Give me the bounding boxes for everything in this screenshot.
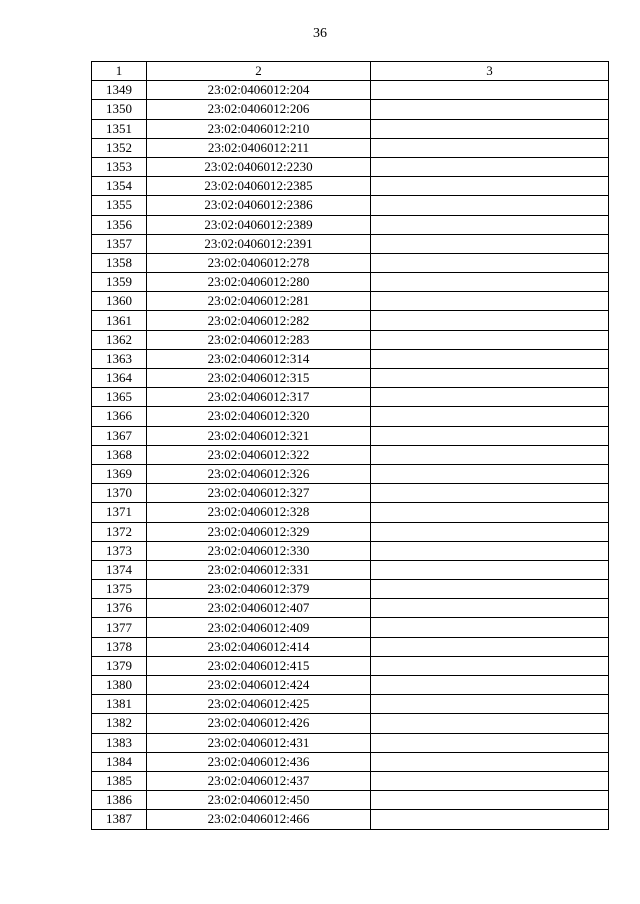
table-row: [92, 618, 609, 637]
cadastral-number-cell: 23:02:0406012:278: [147, 253, 371, 272]
notes-cell: [371, 81, 609, 100]
cadastral-number-cell: 23:02:0406012:329: [147, 522, 371, 541]
cadastral-number-cell: 23:02:0406012:210: [147, 119, 371, 138]
table-row: [92, 752, 609, 771]
page-number: 36: [313, 26, 327, 41]
row-number-cell: 1365: [92, 388, 147, 407]
table-body: [92, 81, 609, 829]
cadastral-number-cell: 23:02:0406012:425: [147, 695, 371, 714]
table-row: [92, 503, 609, 522]
table-row: [92, 215, 609, 234]
table-row: [92, 656, 609, 675]
row-number-cell: 1378: [92, 637, 147, 656]
table-row: [92, 733, 609, 752]
table-row: [92, 771, 609, 790]
notes-cell: [371, 656, 609, 675]
row-number-cell: 1358: [92, 253, 147, 272]
cadastral-number-cell: 23:02:0406012:431: [147, 733, 371, 752]
table-row: [92, 292, 609, 311]
column-header-3: 3: [371, 62, 609, 81]
row-number-cell: 1370: [92, 484, 147, 503]
notes-cell: [371, 695, 609, 714]
cadastral-number-cell: 23:02:0406012:2391: [147, 234, 371, 253]
notes-cell: [371, 560, 609, 579]
notes-cell: [371, 311, 609, 330]
row-number-cell: 1350: [92, 100, 147, 119]
table-row: [92, 522, 609, 541]
cadastral-number-cell: 23:02:0406012:328: [147, 503, 371, 522]
table-row: [92, 234, 609, 253]
table-row: [92, 100, 609, 119]
notes-cell: [371, 637, 609, 656]
notes-cell: [371, 464, 609, 483]
table-row: [92, 407, 609, 426]
cadastral-number-cell: 23:02:0406012:283: [147, 330, 371, 349]
notes-cell: [371, 138, 609, 157]
table-row: [92, 810, 609, 829]
table-row: [92, 714, 609, 733]
table-row: [92, 388, 609, 407]
table-row: [92, 369, 609, 388]
row-number-cell: 1360: [92, 292, 147, 311]
notes-cell: [371, 157, 609, 176]
row-number-cell: 1364: [92, 369, 147, 388]
cadastral-number-cell: 23:02:0406012:415: [147, 656, 371, 675]
notes-cell: [371, 522, 609, 541]
notes-cell: [371, 445, 609, 464]
cadastral-number-cell: 23:02:0406012:330: [147, 541, 371, 560]
notes-cell: [371, 215, 609, 234]
table-row: [92, 560, 609, 579]
row-number-cell: 1371: [92, 503, 147, 522]
table-row: [92, 119, 609, 138]
row-number-cell: 1368: [92, 445, 147, 464]
notes-cell: [371, 733, 609, 752]
row-number-cell: 1373: [92, 541, 147, 560]
row-number-cell: 1354: [92, 177, 147, 196]
table-row: [92, 177, 609, 196]
cadastral-number-cell: 23:02:0406012:211: [147, 138, 371, 157]
cadastral-number-cell: 23:02:0406012:321: [147, 426, 371, 445]
row-number-cell: 1383: [92, 733, 147, 752]
row-number-cell: 1356: [92, 215, 147, 234]
notes-cell: [371, 273, 609, 292]
table-row: [92, 273, 609, 292]
cadastral-number-cell: 23:02:0406012:331: [147, 560, 371, 579]
notes-cell: [371, 407, 609, 426]
cadastral-number-cell: 23:02:0406012:2389: [147, 215, 371, 234]
table-row: [92, 445, 609, 464]
notes-cell: [371, 618, 609, 637]
row-number-cell: 1372: [92, 522, 147, 541]
row-number-cell: 1366: [92, 407, 147, 426]
table-row: [92, 311, 609, 330]
cadastral-number-cell: 23:02:0406012:407: [147, 599, 371, 618]
notes-cell: [371, 580, 609, 599]
notes-cell: [371, 388, 609, 407]
row-number-cell: 1379: [92, 656, 147, 675]
cadastral-number-cell: 23:02:0406012:2385: [147, 177, 371, 196]
row-number-cell: 1375: [92, 580, 147, 599]
row-number-cell: 1351: [92, 119, 147, 138]
notes-cell: [371, 100, 609, 119]
notes-cell: [371, 676, 609, 695]
row-number-cell: 1374: [92, 560, 147, 579]
cadastral-number-cell: 23:02:0406012:436: [147, 752, 371, 771]
row-number-cell: 1380: [92, 676, 147, 695]
cadastral-number-cell: 23:02:0406012:282: [147, 311, 371, 330]
table-row: [92, 157, 609, 176]
notes-cell: [371, 426, 609, 445]
notes-cell: [371, 771, 609, 790]
table-row: [92, 541, 609, 560]
table-row: [92, 196, 609, 215]
row-number-cell: 1357: [92, 234, 147, 253]
cadastral-number-cell: 23:02:0406012:281: [147, 292, 371, 311]
cadastral-number-cell: 23:02:0406012:327: [147, 484, 371, 503]
cadastral-number-cell: 23:02:0406012:426: [147, 714, 371, 733]
row-number-cell: 1387: [92, 810, 147, 829]
table-row: [92, 637, 609, 656]
row-number-cell: 1369: [92, 464, 147, 483]
notes-cell: [371, 253, 609, 272]
cadastral-number-cell: 23:02:0406012:315: [147, 369, 371, 388]
notes-cell: [371, 349, 609, 368]
row-number-cell: 1363: [92, 349, 147, 368]
table-row: [92, 695, 609, 714]
row-number-cell: 1377: [92, 618, 147, 637]
notes-cell: [371, 541, 609, 560]
notes-cell: [371, 752, 609, 771]
cadastral-number-cell: 23:02:0406012:314: [147, 349, 371, 368]
cadastral-number-cell: 23:02:0406012:414: [147, 637, 371, 656]
row-number-cell: 1362: [92, 330, 147, 349]
table-header-row: [92, 62, 609, 81]
table-row: [92, 464, 609, 483]
row-number-cell: 1361: [92, 311, 147, 330]
cadastral-number-cell: 23:02:0406012:320: [147, 407, 371, 426]
table-row: [92, 81, 609, 100]
table-row: [92, 676, 609, 695]
cadastral-number-cell: 23:02:0406012:2386: [147, 196, 371, 215]
cadastral-number-cell: 23:02:0406012:317: [147, 388, 371, 407]
notes-cell: [371, 234, 609, 253]
cadastral-number-cell: 23:02:0406012:379: [147, 580, 371, 599]
table-row: [92, 253, 609, 272]
notes-cell: [371, 503, 609, 522]
cadastral-number-cell: 23:02:0406012:206: [147, 100, 371, 119]
notes-cell: [371, 791, 609, 810]
table-row: [92, 426, 609, 445]
column-header-2: 2: [147, 62, 371, 81]
row-number-cell: 1384: [92, 752, 147, 771]
row-number-cell: 1349: [92, 81, 147, 100]
row-number-cell: 1382: [92, 714, 147, 733]
table-row: [92, 791, 609, 810]
table-row: [92, 138, 609, 157]
cadastral-number-cell: 23:02:0406012:466: [147, 810, 371, 829]
notes-cell: [371, 599, 609, 618]
notes-cell: [371, 292, 609, 311]
row-number-cell: 1359: [92, 273, 147, 292]
row-number-cell: 1367: [92, 426, 147, 445]
notes-cell: [371, 714, 609, 733]
table-row: [92, 330, 609, 349]
notes-cell: [371, 484, 609, 503]
row-number-cell: 1355: [92, 196, 147, 215]
cadastral-number-cell: 23:02:0406012:2230: [147, 157, 371, 176]
notes-cell: [371, 330, 609, 349]
table-row: [92, 599, 609, 618]
table-row: [92, 580, 609, 599]
notes-cell: [371, 119, 609, 138]
row-number-cell: 1376: [92, 599, 147, 618]
cadastral-table: [91, 61, 609, 830]
cadastral-number-cell: 23:02:0406012:437: [147, 771, 371, 790]
cadastral-number-cell: 23:02:0406012:326: [147, 464, 371, 483]
notes-cell: [371, 810, 609, 829]
cadastral-number-cell: 23:02:0406012:204: [147, 81, 371, 100]
row-number-cell: 1386: [92, 791, 147, 810]
notes-cell: [371, 177, 609, 196]
cadastral-number-cell: 23:02:0406012:280: [147, 273, 371, 292]
row-number-cell: 1381: [92, 695, 147, 714]
cadastral-number-cell: 23:02:0406012:322: [147, 445, 371, 464]
table-row: [92, 484, 609, 503]
cadastral-number-cell: 23:02:0406012:409: [147, 618, 371, 637]
table-row: [92, 349, 609, 368]
cadastral-number-cell: 23:02:0406012:424: [147, 676, 371, 695]
notes-cell: [371, 196, 609, 215]
notes-cell: [371, 369, 609, 388]
row-number-cell: 1385: [92, 771, 147, 790]
row-number-cell: 1353: [92, 157, 147, 176]
column-header-1: 1: [92, 62, 147, 81]
cadastral-number-cell: 23:02:0406012:450: [147, 791, 371, 810]
row-number-cell: 1352: [92, 138, 147, 157]
